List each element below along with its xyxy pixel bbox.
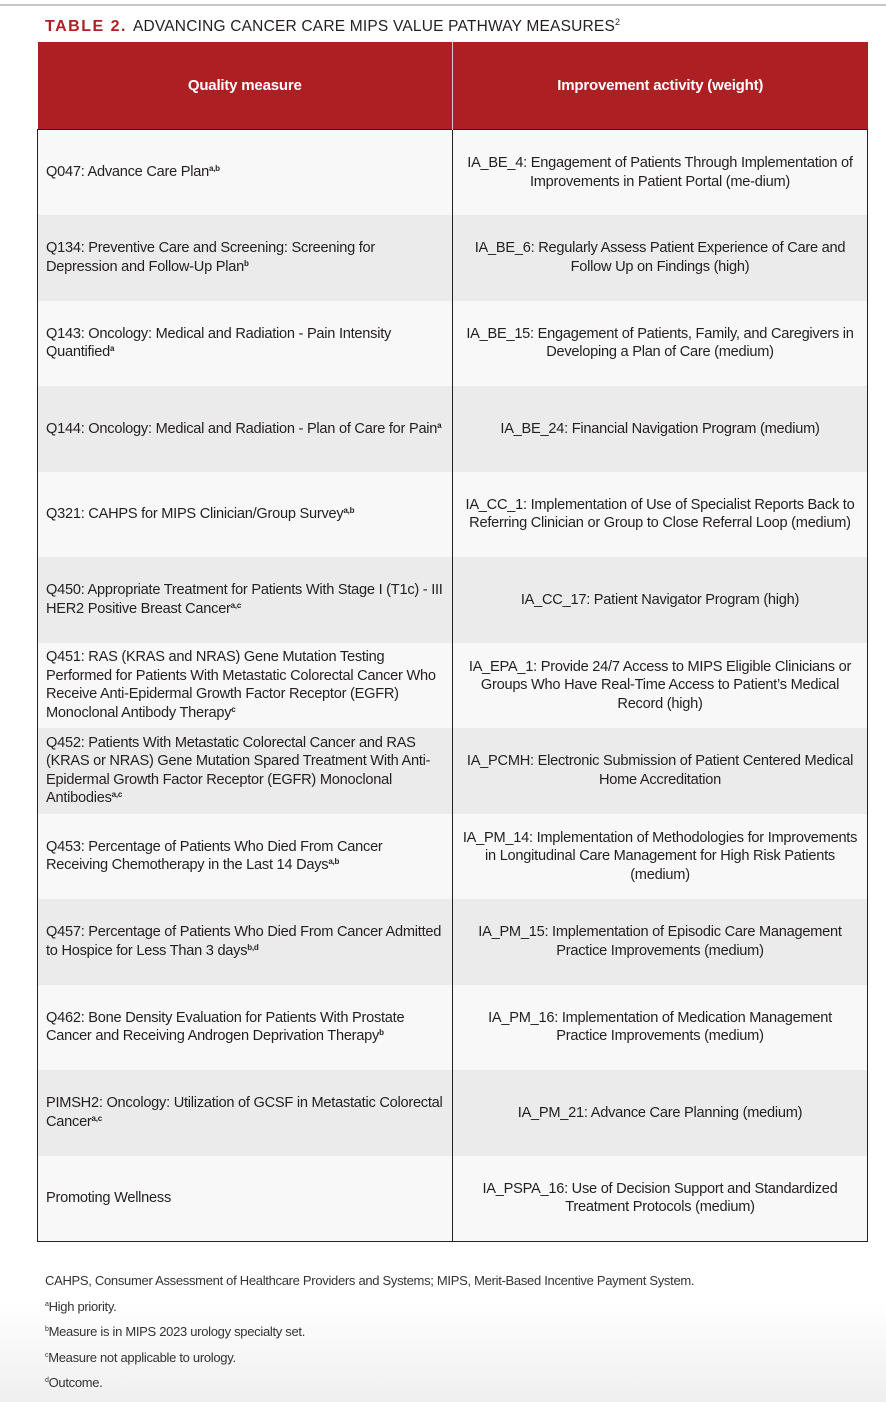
table-row bbox=[38, 1070, 868, 1156]
table-row bbox=[38, 1156, 868, 1242]
footnote-marks: a,c bbox=[230, 600, 242, 610]
quality-measure-cell bbox=[38, 728, 453, 814]
table-row bbox=[38, 814, 868, 900]
footnote bbox=[45, 1324, 694, 1350]
quality-measure-text: PIMSH2: Oncology: Utilization of GCSF in Metastatic Colorectal Cancer bbox=[46, 1095, 443, 1130]
improvement-activity-cell: IA_BE_15: Engagement of Patients, Family, and Caregivers in Developing a Plan of Care (medium) bbox=[453, 301, 868, 387]
footnote-marks: b,d bbox=[247, 942, 259, 952]
header-quality-measure: Quality measure bbox=[38, 42, 453, 130]
table-row bbox=[38, 215, 868, 301]
footnote-marks: a bbox=[110, 344, 115, 354]
quality-measure-text: Promoting Wellness bbox=[46, 1189, 172, 1206]
title-reference: 2 bbox=[615, 17, 621, 27]
quality-measure-text: Q452: Patients With Metastatic Colorectal Cancer and RAS (KRAS or NRAS) Gene Mutation Spared Treatment With Anti-Epidermal Growth Factor Receptor (EGFR) Monoclonal Antibodies bbox=[46, 734, 431, 807]
quality-measure-text: Q143: Oncology: Medical and Radiation - Pain Intensity Quantified bbox=[46, 325, 392, 361]
improvement-activity-cell: IA_CC_17: Patient Navigator Program (high) bbox=[453, 557, 868, 643]
footnote-text: Measure not applicable to urology. bbox=[48, 1349, 236, 1365]
improvement-activity-cell: IA_BE_24: Financial Navigation Program (medium) bbox=[453, 386, 868, 472]
table-row bbox=[38, 130, 868, 216]
footnote-mark: b bbox=[45, 1326, 49, 1333]
top-divider bbox=[0, 4, 886, 6]
table-row bbox=[38, 557, 868, 643]
quality-measure-cell bbox=[38, 472, 453, 558]
table-title-text: ADVANCING CANCER CARE MIPS VALUE PATHWAY MEASURES bbox=[132, 18, 615, 36]
quality-measure-text: Q462: Bone Density Evaluation for Patients With Prostate Cancer and Receiving Androgen Deprivation Therapy bbox=[46, 1009, 405, 1045]
table-footnotes bbox=[45, 1273, 695, 1390]
header-improvement-activity: Improvement activity (weight) bbox=[453, 42, 868, 130]
improvement-activity-cell: IA_PSPA_16: Use of Decision Support and Standardized Treatment Protocols (medium) bbox=[453, 1156, 868, 1242]
improvement-activity-cell: IA_EPA_1: Provide 24/7 Access to MIPS Eligible Clinicians or Groups Who Have Real-Time Access to Patient’s Medical Record (high) bbox=[453, 643, 868, 729]
quality-measure-cell bbox=[38, 557, 453, 643]
table-row bbox=[38, 985, 868, 1071]
improvement-activity-cell: IA_BE_6: Regularly Assess Patient Experience of Care and Follow Up on Findings (high) bbox=[453, 215, 868, 301]
footnote bbox=[45, 1375, 694, 1401]
footnote bbox=[45, 1350, 694, 1376]
table-row bbox=[38, 728, 868, 814]
footnote-marks: a bbox=[437, 420, 442, 430]
quality-measure-text: Q321: CAHPS for MIPS Clinician/Group Survey bbox=[46, 506, 344, 522]
quality-measure-cell bbox=[38, 1156, 453, 1242]
quality-measure-text: Q047: Advance Care Plan bbox=[46, 164, 209, 181]
table-header-row bbox=[38, 42, 868, 130]
table-row bbox=[38, 301, 868, 387]
improvement-activity-cell: IA_PCMH: Electronic Submission of Patient Centered Medical Home Accreditation bbox=[453, 728, 868, 814]
footnote-mark: a bbox=[45, 1300, 49, 1308]
quality-measure-cell bbox=[38, 814, 453, 900]
quality-measure-cell bbox=[38, 1070, 453, 1156]
footnote-marks: a,b bbox=[328, 857, 340, 867]
footnote bbox=[45, 1299, 694, 1325]
improvement-activity-cell: IA_PM_21: Advance Care Planning (medium) bbox=[453, 1070, 868, 1156]
quality-measure-text: Q457: Percentage of Patients Who Died From Cancer Admitted to Hospice for Less Than 3 days bbox=[46, 924, 442, 959]
footnote-mark: c bbox=[45, 1351, 49, 1359]
improvement-activity-cell: IA_PM_14: Implementation of Methodologies for Improvements in Longitudinal Care Management for High Risk Patients (medium) bbox=[453, 814, 868, 900]
footnote-marks: a,c bbox=[91, 1113, 102, 1123]
footnote-marks: b bbox=[243, 258, 249, 268]
quality-measure-text: Q144: Oncology: Medical and Radiation - Plan of Care for Pain bbox=[46, 420, 438, 437]
quality-measure-cell bbox=[38, 899, 453, 985]
footnote-marks: a,b bbox=[343, 506, 355, 515]
footnote-marks: a,c bbox=[111, 790, 123, 800]
quality-measure-cell bbox=[38, 643, 453, 729]
improvement-activity-cell: IA_BE_4: Engagement of Patients Through Implementation of Improvements in Patient Portal (me-dium) bbox=[453, 130, 868, 216]
footnote-marks: b bbox=[379, 1028, 384, 1038]
quality-measure-cell bbox=[38, 130, 453, 216]
quality-measure-text: Q450: Appropriate Treatment for Patients With Stage I (T1c) - III HER2 Positive Breast Cancer bbox=[46, 582, 443, 617]
table-row bbox=[38, 472, 868, 558]
improvement-activity-cell: IA_CC_1: Implementation of Use of Specialist Reports Back to Referring Clinician or Group to Close Referral Loop (medium) bbox=[453, 472, 868, 558]
abbreviations-note: CAHPS, Consumer Assessment of Healthcare Providers and Systems; MIPS, Merit-Based Incentive Payment System. bbox=[45, 1273, 695, 1288]
footnote-text: High priority. bbox=[48, 1298, 117, 1314]
quality-measure-text: Q451: RAS (KRAS and NRAS) Gene Mutation Testing Performed for Patients With Metastatic Colorectal Cancer Who Receive Anti-Epidermal Growth Factor Receptor (EGFR) Monoclonal Antibody Therapy bbox=[46, 649, 436, 721]
improvement-activity-cell: IA_PM_15: Implementation of Episodic Care Management Practice Improvements (medium) bbox=[453, 899, 868, 985]
quality-measure-text: Q134: Preventive Care and Screening: Screening for Depression and Follow-Up Plan bbox=[46, 240, 376, 275]
quality-measure-cell bbox=[38, 301, 453, 387]
footnote-marks: a,b bbox=[209, 164, 220, 174]
quality-measure-cell bbox=[38, 386, 453, 472]
footnote-mark: d bbox=[45, 1377, 49, 1384]
table-title bbox=[45, 17, 620, 36]
table-row bbox=[38, 899, 868, 985]
table-row bbox=[38, 386, 868, 472]
footnote-text: Measure is in MIPS 2023 urology specialty set. bbox=[48, 1324, 306, 1339]
table-row bbox=[38, 643, 868, 729]
footnote-marks: c bbox=[231, 704, 236, 714]
footnote-text: Outcome. bbox=[48, 1375, 103, 1390]
quality-measure-cell bbox=[38, 985, 453, 1071]
measures-table bbox=[37, 42, 868, 1242]
improvement-activity-cell: IA_PM_16: Implementation of Medication Management Practice Improvements (medium) bbox=[453, 985, 868, 1071]
quality-measure-text: Q453: Percentage of Patients Who Died From Cancer Receiving Chemotherapy in the Last 14 Days bbox=[46, 838, 383, 874]
quality-measure-cell bbox=[38, 215, 453, 301]
table-label: TABLE 2. bbox=[45, 18, 127, 36]
